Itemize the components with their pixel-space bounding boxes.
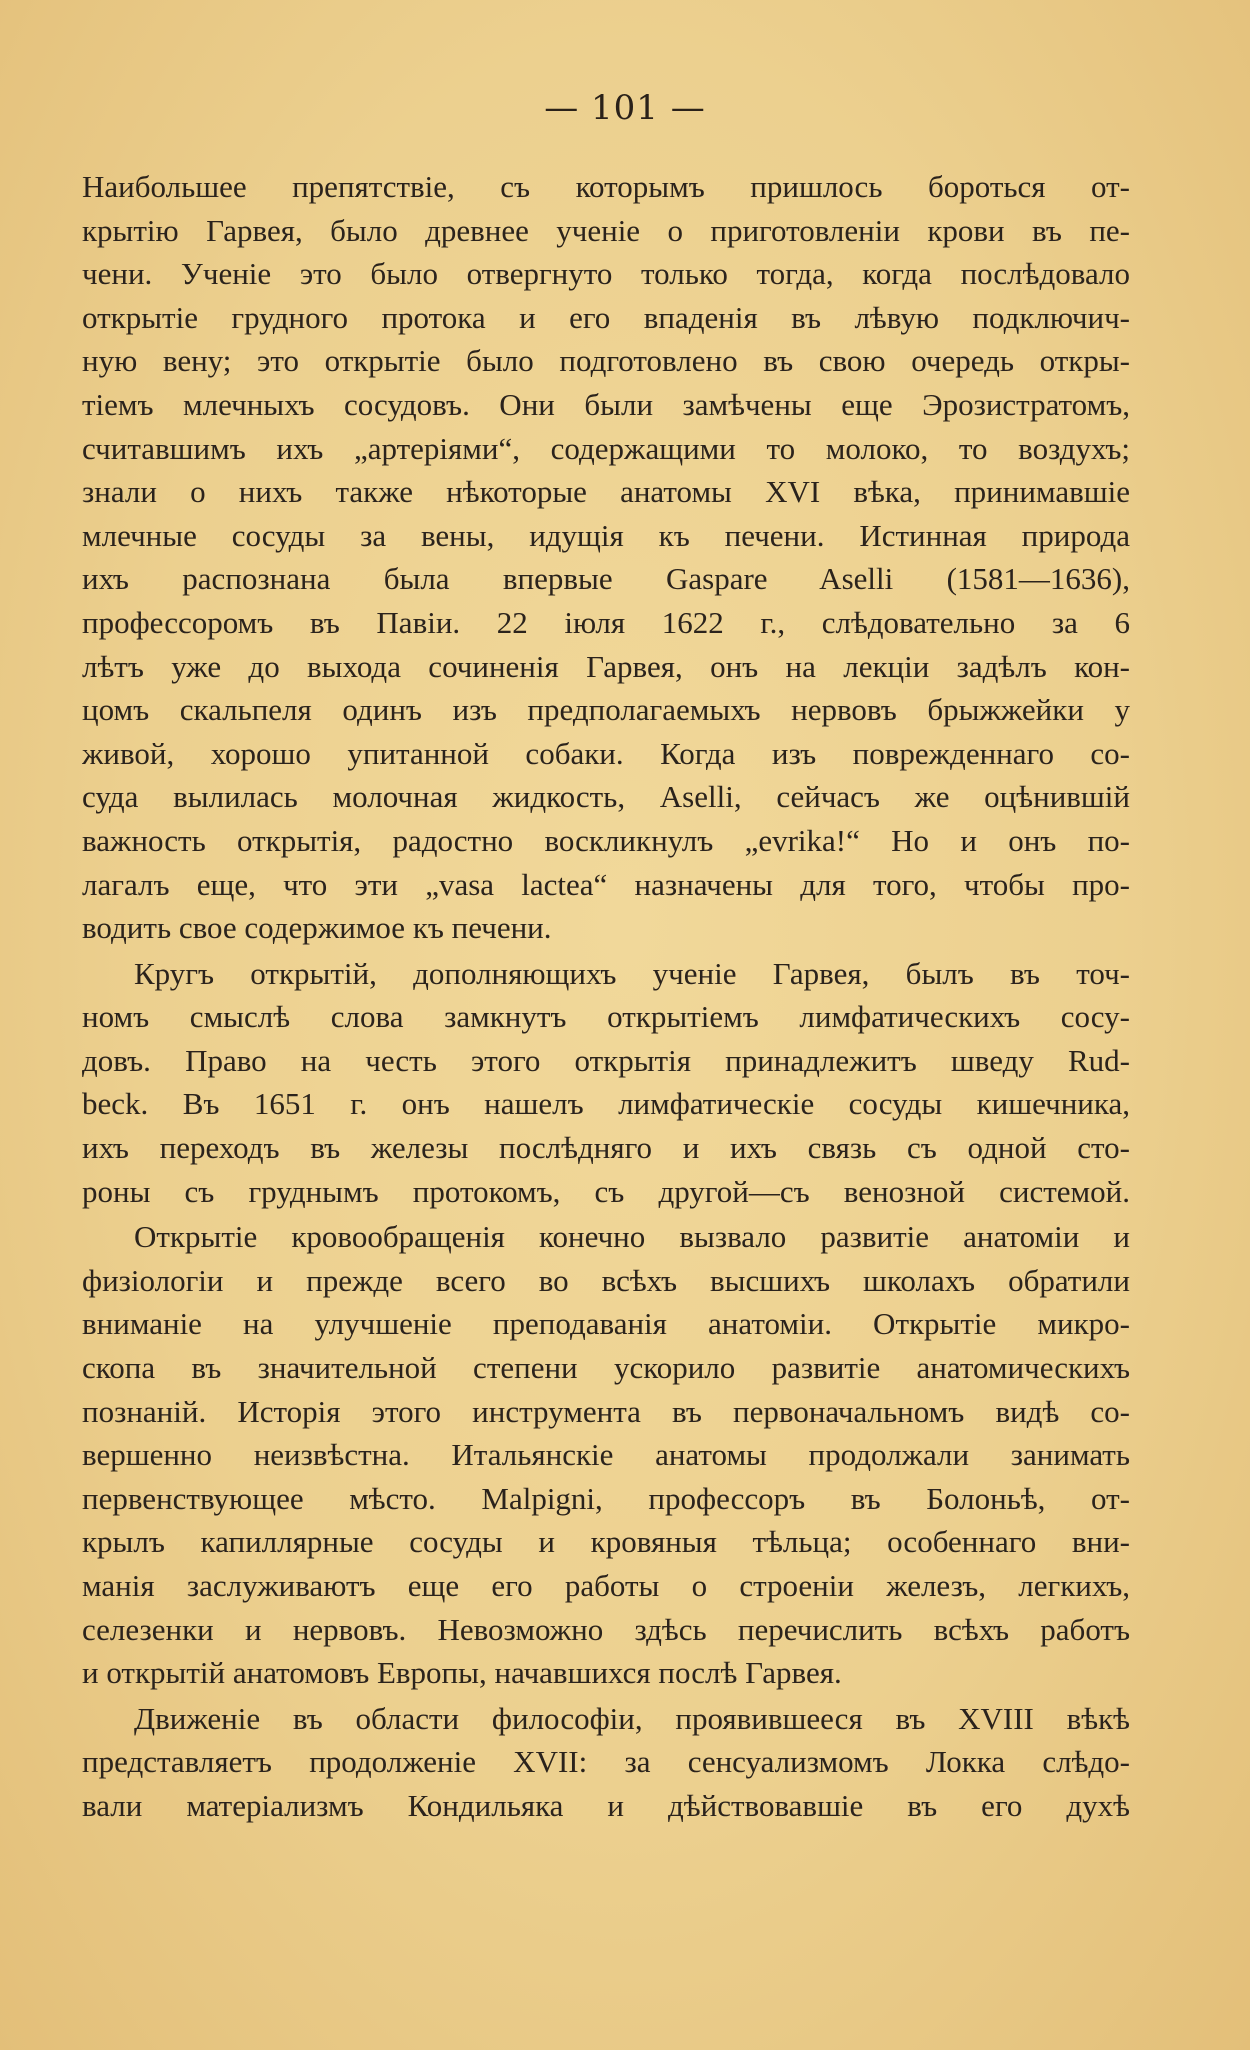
- text-line: ную вену; это открытіе было подготовлено въ свою очередь откры-: [82, 343, 1130, 379]
- text-line: лѣтъ уже до выхода сочиненія Гарвея, онъ на лекціи задѣлъ кон-: [82, 648, 1130, 684]
- paragraph-1: [82, 165, 1130, 950]
- text-line: Кругъ открытій, дополняющихъ ученіе Гарвея, былъ въ точ-: [134, 955, 1130, 991]
- text-line: номъ смыслѣ слова замкнутъ открытіемъ лимфатическихъ сосу-: [82, 999, 1130, 1035]
- text-line: ихъ распознана была впервые Gaspare Aselli (1581—1636),: [82, 561, 1130, 597]
- text-line: знали о нихъ также нѣкоторые анатомы XVI вѣка, принимавшіе: [82, 474, 1130, 510]
- text-line: ихъ переходъ въ железы послѣдняго и ихъ связь съ одной сто-: [82, 1130, 1130, 1166]
- text-line: живой, хорошо упитанной собаки. Когда изъ поврежденнаго со-: [82, 735, 1130, 771]
- page-number: — 101 —: [544, 88, 706, 128]
- paragraph-3: [82, 1215, 1130, 1695]
- text-line: физіологіи и прежде всего во всѣхъ высшихъ школахъ обратили: [82, 1262, 1130, 1298]
- text-line: вали матеріализмъ Кондильяка и дѣйствовавшіе въ его духѣ: [82, 1787, 1130, 1823]
- text-line: beck. Въ 1651 г. онъ нашелъ лимфатическіе сосуды кишечника,: [82, 1086, 1130, 1122]
- text-line: тіемъ млечныхъ сосудовъ. Они были замѣчены еще Эрозистратомъ,: [82, 386, 1130, 422]
- text-line: Открытіе кровообращенія конечно вызвало развитіе анатоміи и: [134, 1219, 1130, 1255]
- text-line: крылъ капиллярные сосуды и кровяныя тѣльца; особеннаго вни-: [82, 1524, 1130, 1560]
- text-line: считавшимъ ихъ „артеріями“, содержащими то молоко, то воздухъ;: [82, 430, 1130, 466]
- text-line: представляетъ продолженіе XVII: за сенсуализмомъ Локка слѣдо-: [82, 1744, 1130, 1780]
- page-text: [82, 165, 1130, 1828]
- text-line: скопа въ значительной степени ускорило развитіе анатомическихъ: [82, 1350, 1130, 1386]
- text-line: чени. Ученіе это было отвергнуто только тогда, когда послѣдовало: [82, 256, 1130, 292]
- text-line: роны съ груднымъ протокомъ, съ другой—съ венозной системой.: [82, 1173, 1130, 1209]
- text-line: водить свое содержимое къ печени.: [82, 910, 552, 946]
- text-line: профессоромъ въ Павіи. 22 іюля 1622 г., слѣдовательно за 6: [82, 604, 1130, 640]
- text-line: вершенно неизвѣстна. Итальянскіе анатомы продолжали занимать: [82, 1437, 1130, 1473]
- text-line: крытію Гарвея, было древнее ученіе о приготовленіи крови въ пе-: [82, 212, 1130, 248]
- paragraph-2: [82, 952, 1130, 1214]
- text-line: довъ. Право на честь этого открытія принадлежитъ шведу Rud-: [82, 1042, 1130, 1078]
- text-line: манія заслуживаютъ еще его работы о строеніи железъ, легкихъ,: [82, 1568, 1130, 1603]
- paragraph-4: [82, 1697, 1130, 1828]
- text-line: важность открытія, радостно воскликнулъ „evrika!“ Но и онъ по-: [82, 822, 1130, 858]
- text-line: вниманіе на улучшеніе преподаванія анатоміи. Открытіе микро-: [82, 1306, 1130, 1342]
- text-line: селезенки и нервовъ. Невозможно здѣсь перечислить всѣхъ работъ: [82, 1611, 1130, 1647]
- text-line: лагалъ еще, что эти „vasa lactea“ назначены для того, чтобы про-: [82, 866, 1130, 902]
- text-line: цомъ скальпеля одинъ изъ предполагаемыхъ нервовъ брыжжейки у: [82, 692, 1130, 728]
- text-line: и открытій анатомовъ Европы, начавшихся послѣ Гарвея.: [82, 1655, 842, 1691]
- text-line: Наибольшее препятствіе, съ которымъ пришлось бороться от-: [82, 169, 1130, 204]
- text-line: млечные сосуды за вены, идущія къ печени. Истинная природа: [82, 517, 1130, 553]
- text-line: суда вылилась молочная жидкость, Aselli, сейчасъ же оцѣнившій: [82, 779, 1130, 815]
- text-line: познаній. Исторія этого инструмента въ первоначальномъ видѣ со-: [82, 1393, 1130, 1429]
- text-line: первенствующее мѣсто. Malpigni, профессоръ въ Болоньѣ, от-: [82, 1480, 1130, 1516]
- text-line: открытіе грудного протока и его впаденія въ лѣвую подключич-: [82, 299, 1130, 335]
- text-line: Движеніе въ области философіи, проявившееся въ XVIII вѣкѣ: [134, 1700, 1130, 1736]
